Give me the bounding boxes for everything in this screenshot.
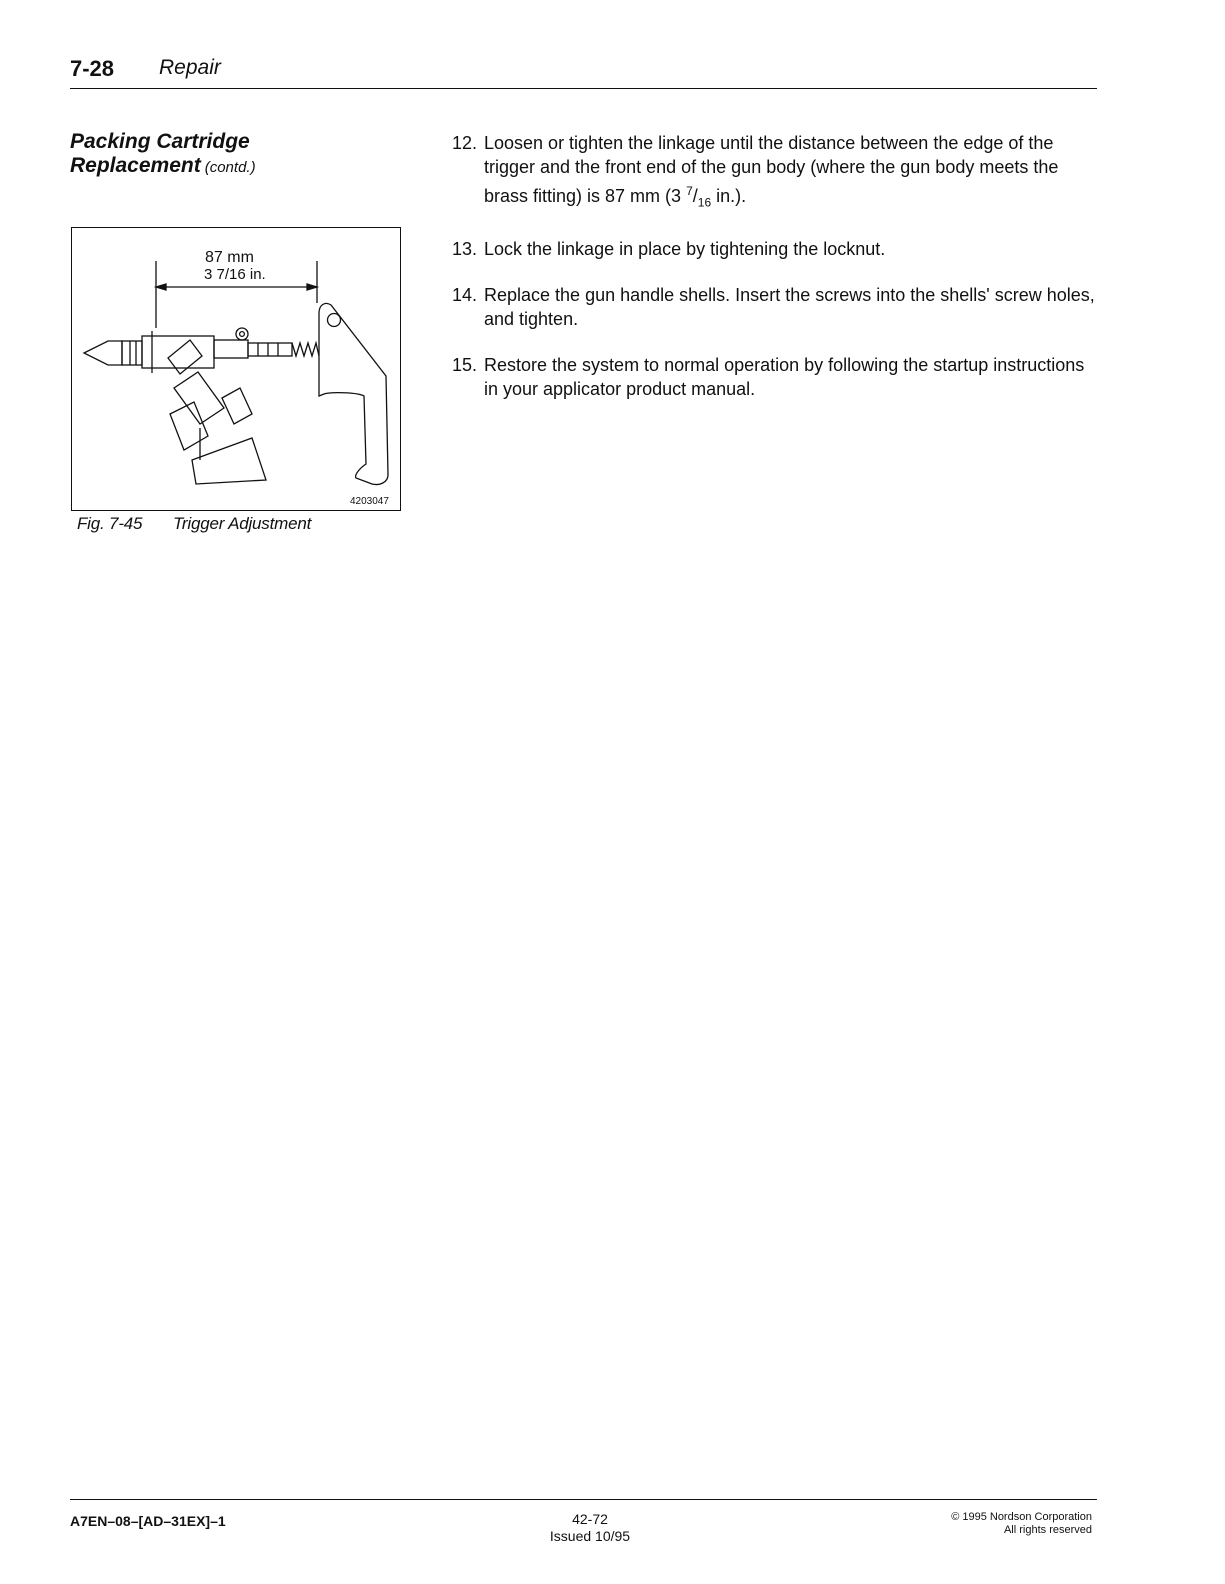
fraction-numerator: 7 <box>686 184 693 198</box>
step-13 <box>452 237 1102 261</box>
step-15 <box>452 353 1102 401</box>
page-footer <box>70 1499 1097 1550</box>
step-14 <box>452 283 1102 331</box>
step-number: 13. <box>452 238 478 259</box>
step-number: 12. <box>452 133 478 153</box>
dimension-mm: 87 mm <box>205 249 254 266</box>
procedure-steps <box>452 131 1102 423</box>
side-heading-line1: Packing Cartridge <box>70 130 250 153</box>
step-text: Loosen or tighten the linkage until the distance between the edge of the trigger and the front end of the gun body (where the gun body meets the brass fitting) is 87 mm (3 <box>484 133 1059 206</box>
page-number: 7-28 <box>70 56 115 81</box>
step-text: Restore the system to normal operation by following the startup instructions in your applicator product manual. <box>484 354 1085 399</box>
copyright <box>951 1511 1092 1537</box>
drawing-id: 4203047 <box>350 496 389 507</box>
page-header <box>70 56 1097 89</box>
figure-caption <box>77 514 311 534</box>
step-12 <box>452 131 1102 215</box>
step-text: Lock the linkage in place by tightening the locknut. <box>484 238 886 259</box>
side-heading <box>70 130 256 180</box>
step-text: Replace the gun handle shells. Insert the screws into the shells' screw holes, and tighten. <box>484 284 1095 329</box>
step-number: 14. <box>452 284 478 305</box>
document-id: A7EN–08–[AD–31EX]–1 <box>70 1513 226 1529</box>
issue-date: Issued 10/95 <box>549 1528 631 1544</box>
step-number: 15. <box>452 354 478 375</box>
page-ref-number: 42-72 <box>572 1511 608 1527</box>
dimension-in: 3 7/16 in. <box>204 266 266 283</box>
side-heading-line2: Replacement <box>70 154 201 177</box>
copyright-line: © 1995 Nordson Corporation <box>951 1511 1092 1523</box>
rights-line: All rights reserved <box>1003 1524 1092 1536</box>
figure-title: Trigger Adjustment <box>173 514 312 533</box>
fraction-denominator: 16 <box>697 195 712 210</box>
step-text-end: in.). <box>711 186 747 206</box>
page-reference <box>540 1511 640 1545</box>
fraction-slash: / <box>692 186 698 206</box>
section-name: Repair <box>159 56 221 79</box>
figure-number: Fig. 7-45 <box>77 514 143 533</box>
side-heading-contd: (contd.) <box>204 159 256 176</box>
